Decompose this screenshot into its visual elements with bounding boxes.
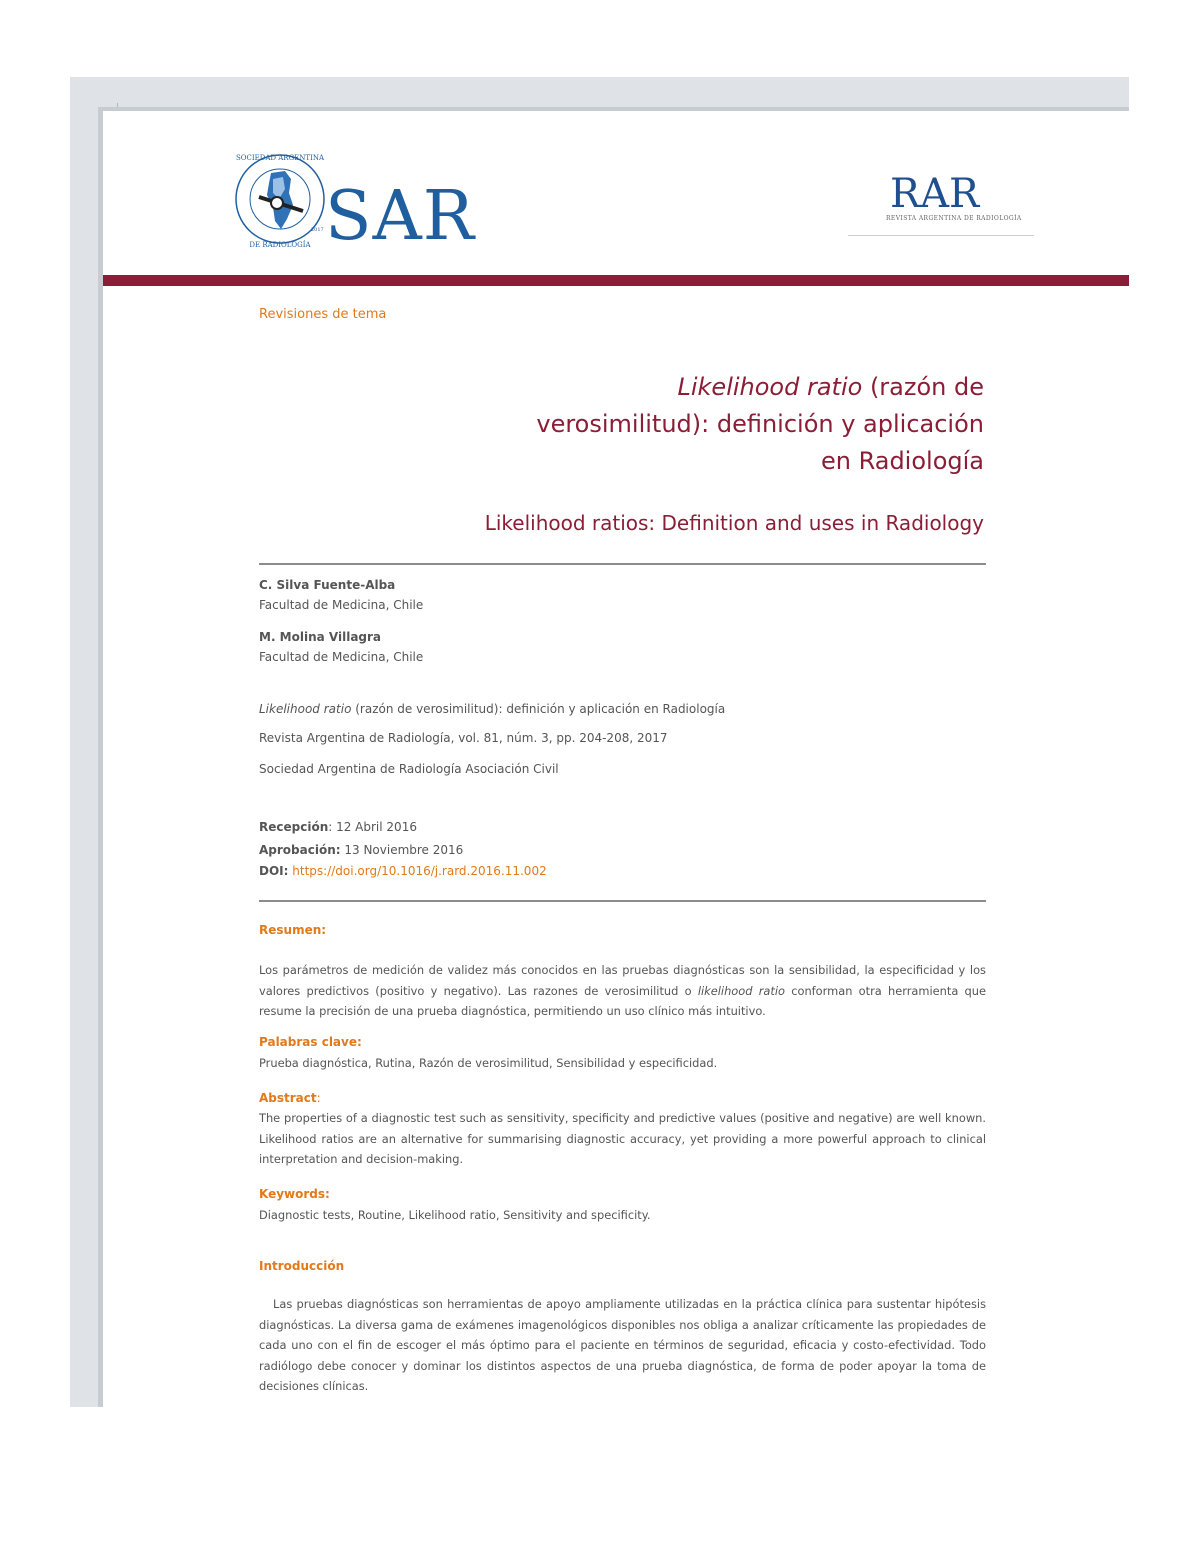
svg-text:DE RADIOLOGÍA: DE RADIOLOGÍA: [249, 241, 311, 249]
citation-title-rest: (razón de verosimilitud): definición y aplicación en Radiología: [351, 702, 726, 716]
title-line2: verosimilitud): definición y aplicación: [536, 410, 984, 438]
doi-label: DOI:: [259, 864, 289, 878]
palabras-clave-text: Prueba diagnóstica, Rutina, Razón de verosimilitud, Sensibilidad y especificidad.: [259, 1056, 718, 1070]
resumen-heading: Resumen:: [259, 923, 327, 937]
header-banner-bar: [103, 275, 1129, 286]
citation-journal: Revista Argentina de Radiología, vol. 81, núm. 3, pp. 204-208, 2017: [259, 731, 668, 745]
rar-logo-text: RAR: [890, 171, 980, 217]
citation-title: [259, 702, 725, 716]
citation-publisher: Sociedad Argentina de Radiología Asociación Civil: [259, 762, 559, 776]
section-label: Revisiones de tema: [259, 307, 387, 322]
keywords-heading: Keywords:: [259, 1187, 330, 1201]
sar-logo-text: SAR: [325, 177, 475, 256]
approval-date: [259, 843, 463, 857]
title-italic-term: Likelihood ratio: [677, 373, 863, 401]
author-1-affiliation: Facultad de Medicina, Chile: [259, 598, 424, 612]
title-line1-rest: (razón de: [862, 373, 984, 401]
resumen-text: [259, 960, 986, 1022]
document-viewer[interactable]: [70, 77, 1129, 1407]
reception-value: : 12 Abril 2016: [328, 820, 417, 834]
approval-value: 13 Noviembre 2016: [340, 843, 464, 857]
reception-date: [259, 820, 417, 834]
document-page: [103, 111, 1129, 1407]
author-1-name: C. Silva Fuente-Alba: [259, 578, 396, 592]
article-title-es: [364, 369, 984, 480]
svg-text:SOCIEDAD ARGENTINA: SOCIEDAD ARGENTINA: [235, 154, 325, 162]
article-title-en: Likelihood ratios: Definition and uses in Radiology: [484, 511, 984, 535]
rar-subtitle: REVISTA ARGENTINA DE RADIOLOGÍA: [886, 215, 1022, 222]
doi-link[interactable]: https://doi.org/10.1016/j.rard.2016.11.002: [292, 864, 547, 878]
resumen-text-part1: Los parámetros de medición de validez más conocidos en las pruebas diagnósticas son la sensibilidad, la especificidad y los valores predictivos (positivo y negativo). Las razones de verosimilitud o: [259, 963, 986, 998]
title-divider: [259, 563, 986, 565]
author-2-name: M. Molina Villagra: [259, 630, 382, 644]
doi: [259, 864, 547, 878]
citation-italic-term: Likelihood ratio: [259, 702, 352, 716]
title-line3: en Radiología: [820, 447, 984, 475]
approval-label: Aprobación:: [259, 843, 341, 857]
abstract-text: The properties of a diagnostic test such as sensitivity, specificity and predictive values (positive and negative) are well known. Likelihood ratios are an alternative for summarising diagnostic accuracy, yet providing a more powerful approach to clinical interpretation and decision-making.: [259, 1111, 986, 1166]
metadata-divider: [259, 900, 986, 902]
resumen-italic-term: likelihood ratio: [697, 983, 785, 998]
palabras-clave-heading: Palabras clave:: [259, 1035, 362, 1049]
reception-label: Recepción: [259, 820, 329, 834]
sar-seal-logo: [233, 149, 328, 251]
introduccion-text: Las pruebas diagnósticas son herramientas de apoyo ampliamente utilizadas en la práctica clínica para sustentar hipótesis diagnósticas. La diversa gama de exámenes imagenológicos disponibles nos obliga a analizar críticamente las propiedades de cada uno con el fin de escoger el más óptimo para el paciente en términos de seguridad, eficacia y costo-efectividad. Todo radiólogo debe conocer y dominar los distintos aspectos de una prueba diagnóstica, de forma de poder apoyar la toma de decisiones clínicas.: [259, 1297, 986, 1393]
abstract-heading-bold: Abstract: [259, 1091, 317, 1105]
introduccion-heading: Introducción: [259, 1259, 345, 1273]
keywords-text: Diagnostic tests, Routine, Likelihood ratio, Sensitivity and specificity.: [259, 1208, 651, 1222]
author-2-affiliation: Facultad de Medicina, Chile: [259, 650, 424, 664]
resumen-text-part2: conforman otra herramienta que resume la precisión de una prueba diagnóstica, permitiendo un uso clínico más intuitivo.: [259, 983, 986, 1018]
rar-divider: [848, 235, 1034, 236]
abstract-heading: [259, 1091, 321, 1105]
abstract-heading-colon: :: [316, 1091, 321, 1105]
svg-text:2017: 2017: [311, 227, 324, 233]
